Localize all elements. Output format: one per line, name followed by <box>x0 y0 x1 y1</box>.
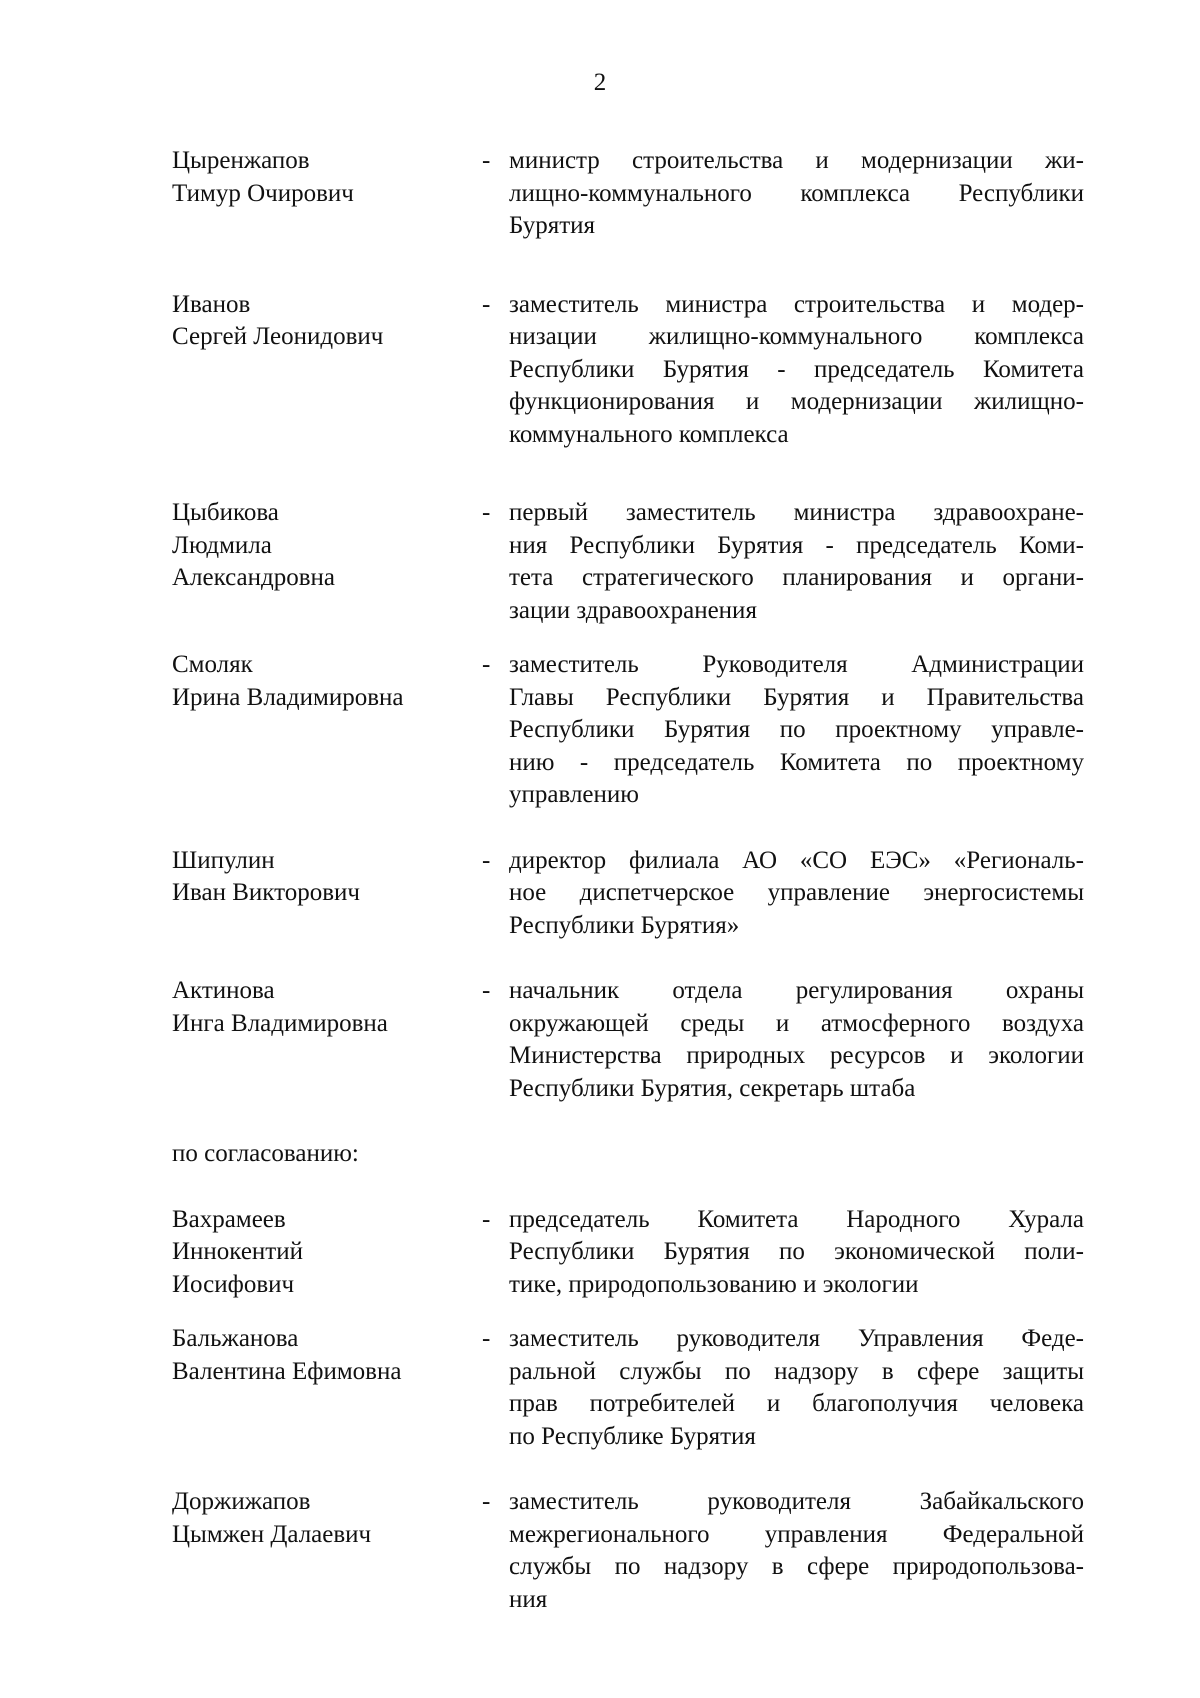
member-patronymic: Александровна <box>172 564 336 591</box>
member-entry <box>172 497 1084 627</box>
member-dash: - <box>482 846 491 874</box>
member-position: заместитель руководителя Управления Феде- ральной службы по надзору в сфере защиты прав потребителей и благополучия человека по Республике Бурятия <box>509 1325 1084 1450</box>
member-position: первый заместитель министра здравоохране- ния Республики Бурятия - председатель Коми- тета стратегического планирования и органи- зации здравоохранения <box>509 499 1084 624</box>
member-name <box>172 497 472 595</box>
member-dash: - <box>482 651 491 678</box>
member-name <box>172 145 472 210</box>
member-given-names: Цымжен Далаевич <box>172 1520 372 1548</box>
member-entry <box>172 845 1084 943</box>
member-dash: - <box>482 499 491 526</box>
member-surname: Смоляк <box>172 651 253 678</box>
member-name <box>172 289 472 354</box>
member-given-names: Ирина Владимировна <box>172 683 404 711</box>
member-name <box>172 1486 472 1551</box>
member-entry <box>172 1204 1084 1302</box>
member-dash: - <box>482 1325 491 1352</box>
member-name <box>172 649 472 714</box>
member-entry <box>172 975 1084 1105</box>
member-dash: - <box>482 147 491 174</box>
member-surname: Вахрамеев <box>172 1205 286 1233</box>
member-given-names: Иннокентий <box>172 1238 303 1265</box>
member-entry <box>172 649 1084 812</box>
member-name <box>172 1323 472 1388</box>
member-position: начальник отдела регулирования охраны окружающей среды и атмосферного воздуха Министерства природных ресурсов и экологии Республики Бурятия, секретарь штаба <box>509 977 1084 1102</box>
member-patronymic: Иосифович <box>172 1270 295 1298</box>
member-given-names: Инга Владимировна <box>172 1009 388 1037</box>
member-entry <box>172 289 1084 452</box>
committee-member-list <box>172 145 1084 1616</box>
member-surname: Доржижапов <box>172 1488 311 1515</box>
member-position: заместитель министра строительства и модер- низации жилищно-коммунального комплекса Республики Бурятия - председатель Комитета функционирования и модернизации жилищно- коммунального комплекса <box>509 290 1084 448</box>
member-given-names: Тимур Очирович <box>172 179 354 207</box>
member-given-names: Иван Викторович <box>172 879 360 906</box>
member-position: директор филиала АО «СО ЕЭС» «Региональ- ное диспетчерское управление энергосистемы Республики Бурятия» <box>509 846 1084 939</box>
member-given-names: Людмила <box>172 531 272 559</box>
member-surname: Цыбикова <box>172 499 279 526</box>
member-entry <box>172 1486 1084 1616</box>
member-entry <box>172 1323 1084 1453</box>
member-dash: - <box>482 1205 491 1233</box>
member-position: заместитель руководителя Забайкальского межрегионального управления Федеральной службы по надзору в сфере природопользова- ния <box>509 1488 1084 1613</box>
member-surname: Шипулин <box>172 846 275 874</box>
member-name <box>172 845 472 910</box>
member-position: заместитель Руководителя Администрации Главы Республики Бурятия и Правительства Республики Бурятия по проектному управле- нию - председатель Комитета по проектному управлению <box>509 651 1084 808</box>
member-surname: Цыренжапов <box>172 147 310 174</box>
agreement-section-label: по согласованию: <box>172 1140 359 1167</box>
member-entry <box>172 145 1084 243</box>
member-given-names: Сергей Леонидович <box>172 323 384 350</box>
member-position: председатель Комитета Народного Хурала Республики Бурятия по экономической поли- тике, природопользованию и экологии <box>509 1205 1084 1298</box>
member-surname: Иванов <box>172 290 251 318</box>
member-surname: Актинова <box>172 977 275 1004</box>
member-dash: - <box>482 977 491 1004</box>
member-dash: - <box>482 290 491 318</box>
member-name <box>172 975 472 1040</box>
page-number: 2 <box>593 69 607 96</box>
member-position: министр строительства и модернизации жи- лищно-коммунального комплекса Республики Бурятия <box>509 147 1084 239</box>
member-surname: Бальжанова <box>172 1325 299 1352</box>
member-name <box>172 1204 472 1302</box>
member-given-names: Валентина Ефимовна <box>172 1357 402 1385</box>
member-dash: - <box>482 1488 491 1515</box>
